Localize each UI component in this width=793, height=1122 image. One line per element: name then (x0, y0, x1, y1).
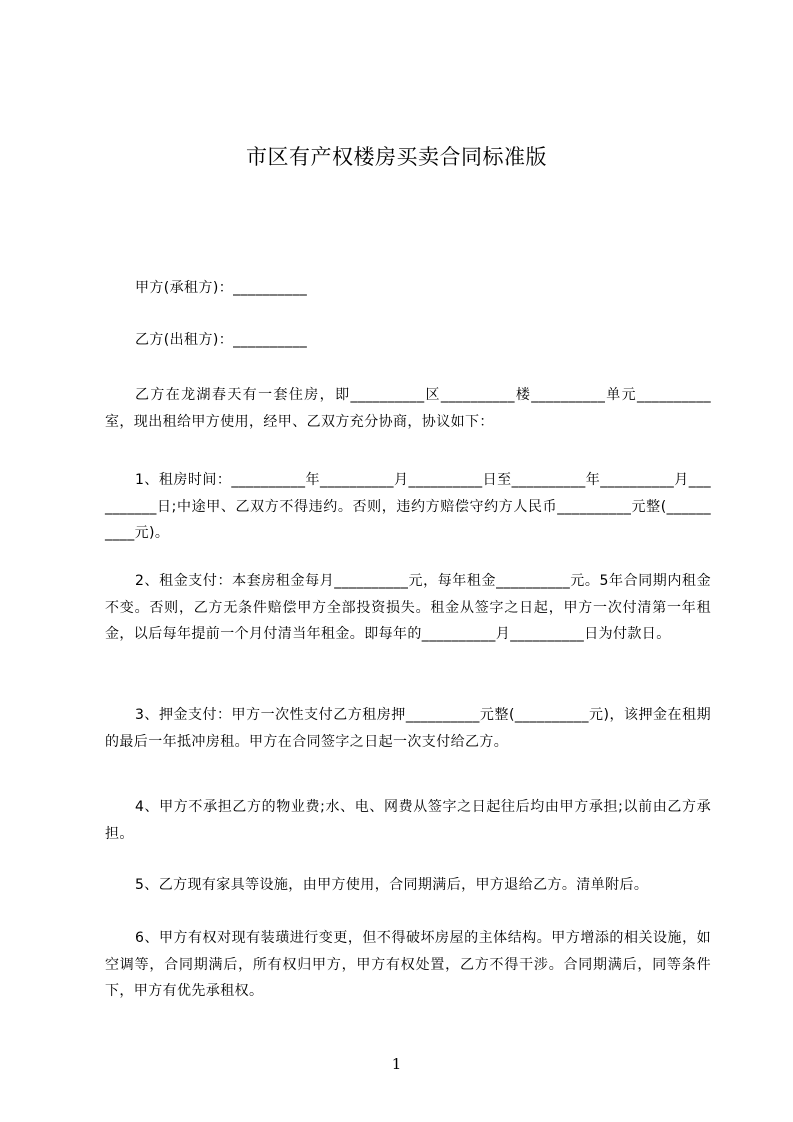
clause-2-rent-payment: 2、租金支付：本套房租金每月__________元，每年租金__________元。5年合同期内租金不变。否则，乙方无条件赔偿甲方全部投资损失。租金从签字之日起，甲方一次付清第一年租金，以后每年提前一个月付清当年租金。即每年的__________月__________日为付款日。 (105, 573, 711, 642)
clause-6-decoration: 6、甲方有权对现有装璜进行变更，但不得破坏房屋的主体结构。甲方增添的相关设施，如空调等，合同期满后，所有权归甲方，甲方有权处置，乙方不得干涉。合同期满后，同等条件下，甲方有优先承租权。 (105, 930, 711, 999)
party-b-line: 乙方(出租方)：__________ (135, 332, 308, 348)
clause-4-utilities: 4、甲方不承担乙方的物业费;水、电、网费从签字之日起往后均由甲方承担;以前由乙方承担。 (105, 799, 711, 842)
page-number: 1 (391, 1055, 402, 1073)
clause-1-rental-period: 1、租房时间：__________年__________月__________日至__________年__________月__________日;中途甲、乙双方不得违约。否则，违约方赔偿守约方人民币__________元整(__________元)。 (105, 472, 711, 541)
party-a-line: 甲方(承租方)：__________ (135, 280, 308, 296)
intro-paragraph: 乙方在龙湖春天有一套住房，即__________区__________楼__________单元__________室，现出租给甲方使用，经甲、乙双方充分协商，协议如下： (105, 387, 711, 430)
document-title: 市区有产权楼房买卖合同标准版 (246, 145, 547, 169)
clause-3-deposit: 3、押金支付：甲方一次性支付乙方租房押__________元整(__________元)，该押金在租期的最后一年抵冲房租。甲方在合同签字之日起一次支付给乙方。 (105, 707, 711, 750)
clause-5-furniture: 5、乙方现有家具等设施，由甲方使用，合同期满后，甲方退给乙方。清单附后。 (135, 877, 649, 893)
